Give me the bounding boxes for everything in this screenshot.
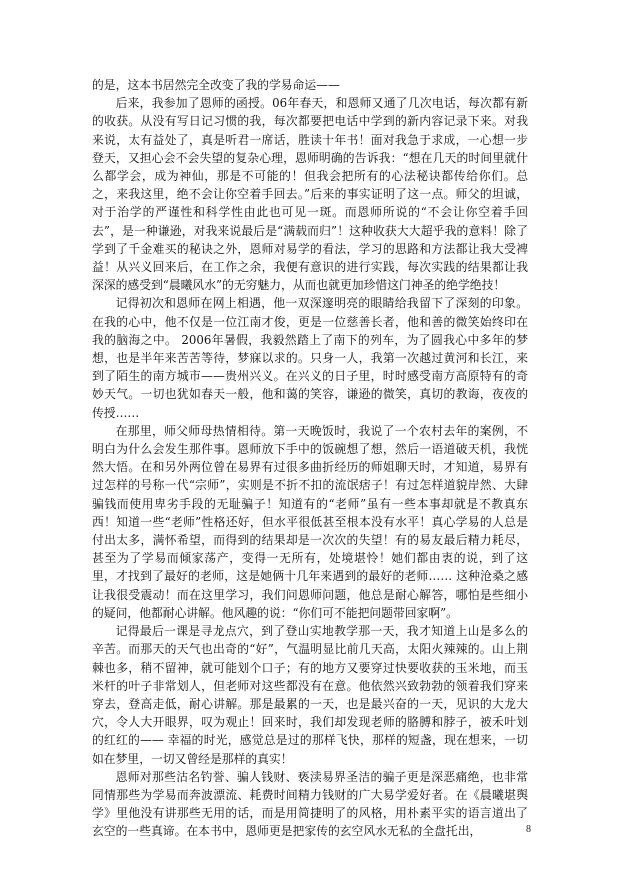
paragraph: 恩师对那些沽名钓誉、骗人钱财、亵渎易界圣洁的骗子更是深恶痛绝，也非常同情那些为学易而奔波漂流、耗费时间精力钱财的广大易学爱好者。在《晨曦堪舆学》里他没有讲那些无用的话，而是用简捷明了的风格，用朴素平实的语言道出了玄空的一些真谛。在本书中，恩师更是把家传的玄空风水无私的全盘托出，: [92, 769, 528, 839]
body-text: [92, 76, 528, 841]
page-number: 8: [526, 824, 531, 835]
paragraph: 在那里，师父师母热情相待。第一天晚饭时，我说了一个农村去年的案例，不明白为什么会发生那件事。恩师放下手中的饭碗想了想，然后一语道破天机，我恍然大悟。在和另外两位曾在易界有过很多曲折经历的师姐聊天时，才知道，易界有过怎样的号称一代“宗师”，实则是不折不扣的流氓痞子！有过怎样道貌岸然、大肆骗钱而使用卑劣手段的无耻骗子！知道有的“老师”虽有一些本事却就是不教真东西！知道一些“老师”性格还好，但水平很低甚至根本没有水平！真心学易的人总是付出太多，满怀希望，而得到的结果却是一次次的失望！有的易友最后精力耗尽，甚至为了学易而倾家荡产，变得一无所有，处境堪怜！她们都由衷的说，到了这里，才找到了最好的老师，这是她俩十几年来遇到的最好的老师…… 这种沧桑之感让我很受震动！而在这里学习，我们问恩师问题，他总是耐心解答，哪怕是些细小的疑问，他都耐心讲解。他风趣的说：“你们可不能把问题带回家啊”。: [92, 423, 528, 620]
paragraph: 的是，这本书居然完全改变了我的学易命运——: [92, 78, 340, 92]
paragraph: 记得最后一课是寻龙点穴，到了登山实地教学那一天，我才知道上山是多么的辛苦。而那天的天气也出奇的“好”，气温明显比前几天高，太阳火辣辣的。山上荆棘也多，稍不留神，就可能划个口子；有的地方又要穿过快要收获的玉米地，而玉米杆的叶子非常划人，但老师对这些都没有在意。他依然兴致勃勃的领着我们穿来穿去，登高走低，耐心讲解。那是最累的一天，也是最兴奋的一天，见识的大龙大穴，令人大开眼界，叹为观止！回来时，我们却发现老师的胳膊和脖子，被禾叶划的红红的—— 幸福的时光，感觉总是过的那样飞快，那样的短盏，现在想来，一切如在梦里，一切又曾经是那样的真实！: [92, 624, 528, 766]
paragraph: 记得初次和恩师在网上相遇，他一双深邃明亮的眼睛给我留下了深刻的印象。在我的心中，他不仅是一位江南才俊，更是一位慈善长者，他和善的微笑始终印在我的脑海之中。 2006年暑假，我毅然踏上了南下的列车，为了圆我心中多年的梦想，也是半年来苦苦等待，梦寐以求的。只身一人，我第一次越过黄河和长江，来到了陌生的南方城市——贵州兴义。在兴义的日子里，时时感受南方高原特有的奇妙天气。一切也犹如春天一般，他和蔼的笑容，谦逊的微笑，真切的教诲，夜夜的传授……: [92, 296, 528, 420]
paragraph: 后来，我参加了恩师的函授。06年春天，和恩师又通了几次电话，每次都有新的收获。从没有写日记习惯的我，每次都要把电话中学到的新内容记录下来。对我来说，太有益处了，真是听君一席话，胜读十年书！面对我急于求成，一心想一步登天，又担心会不会失望的复杂心理，恩师明确的告诉我：“想在几天的时间里就什么都学会，成为神仙，那是不可能的！但我会把所有的心法秘诀都传给你们。总之，来我这里，绝不会让你空着手回去。”后来的事实证明了这一点。师父的坦诚，对于治学的严谨性和科学性由此也可见一斑。而恩师所说的“不会让你空着手回去”，是一种谦逊，对我来说最后是“满载而归”！这种收获大大超乎我的意料！除了学到了千金难买的秘诀之外，恩师对易学的看法，学习的思路和方法都让我大受裨益！从兴义回来后，在工作之余，我便有意识的进行实践，每次实践的结果都让我深深的感受到“晨曦风水”的无穷魅力，从而也就更加珍惜这门神圣的绝学绝技！: [92, 96, 528, 293]
